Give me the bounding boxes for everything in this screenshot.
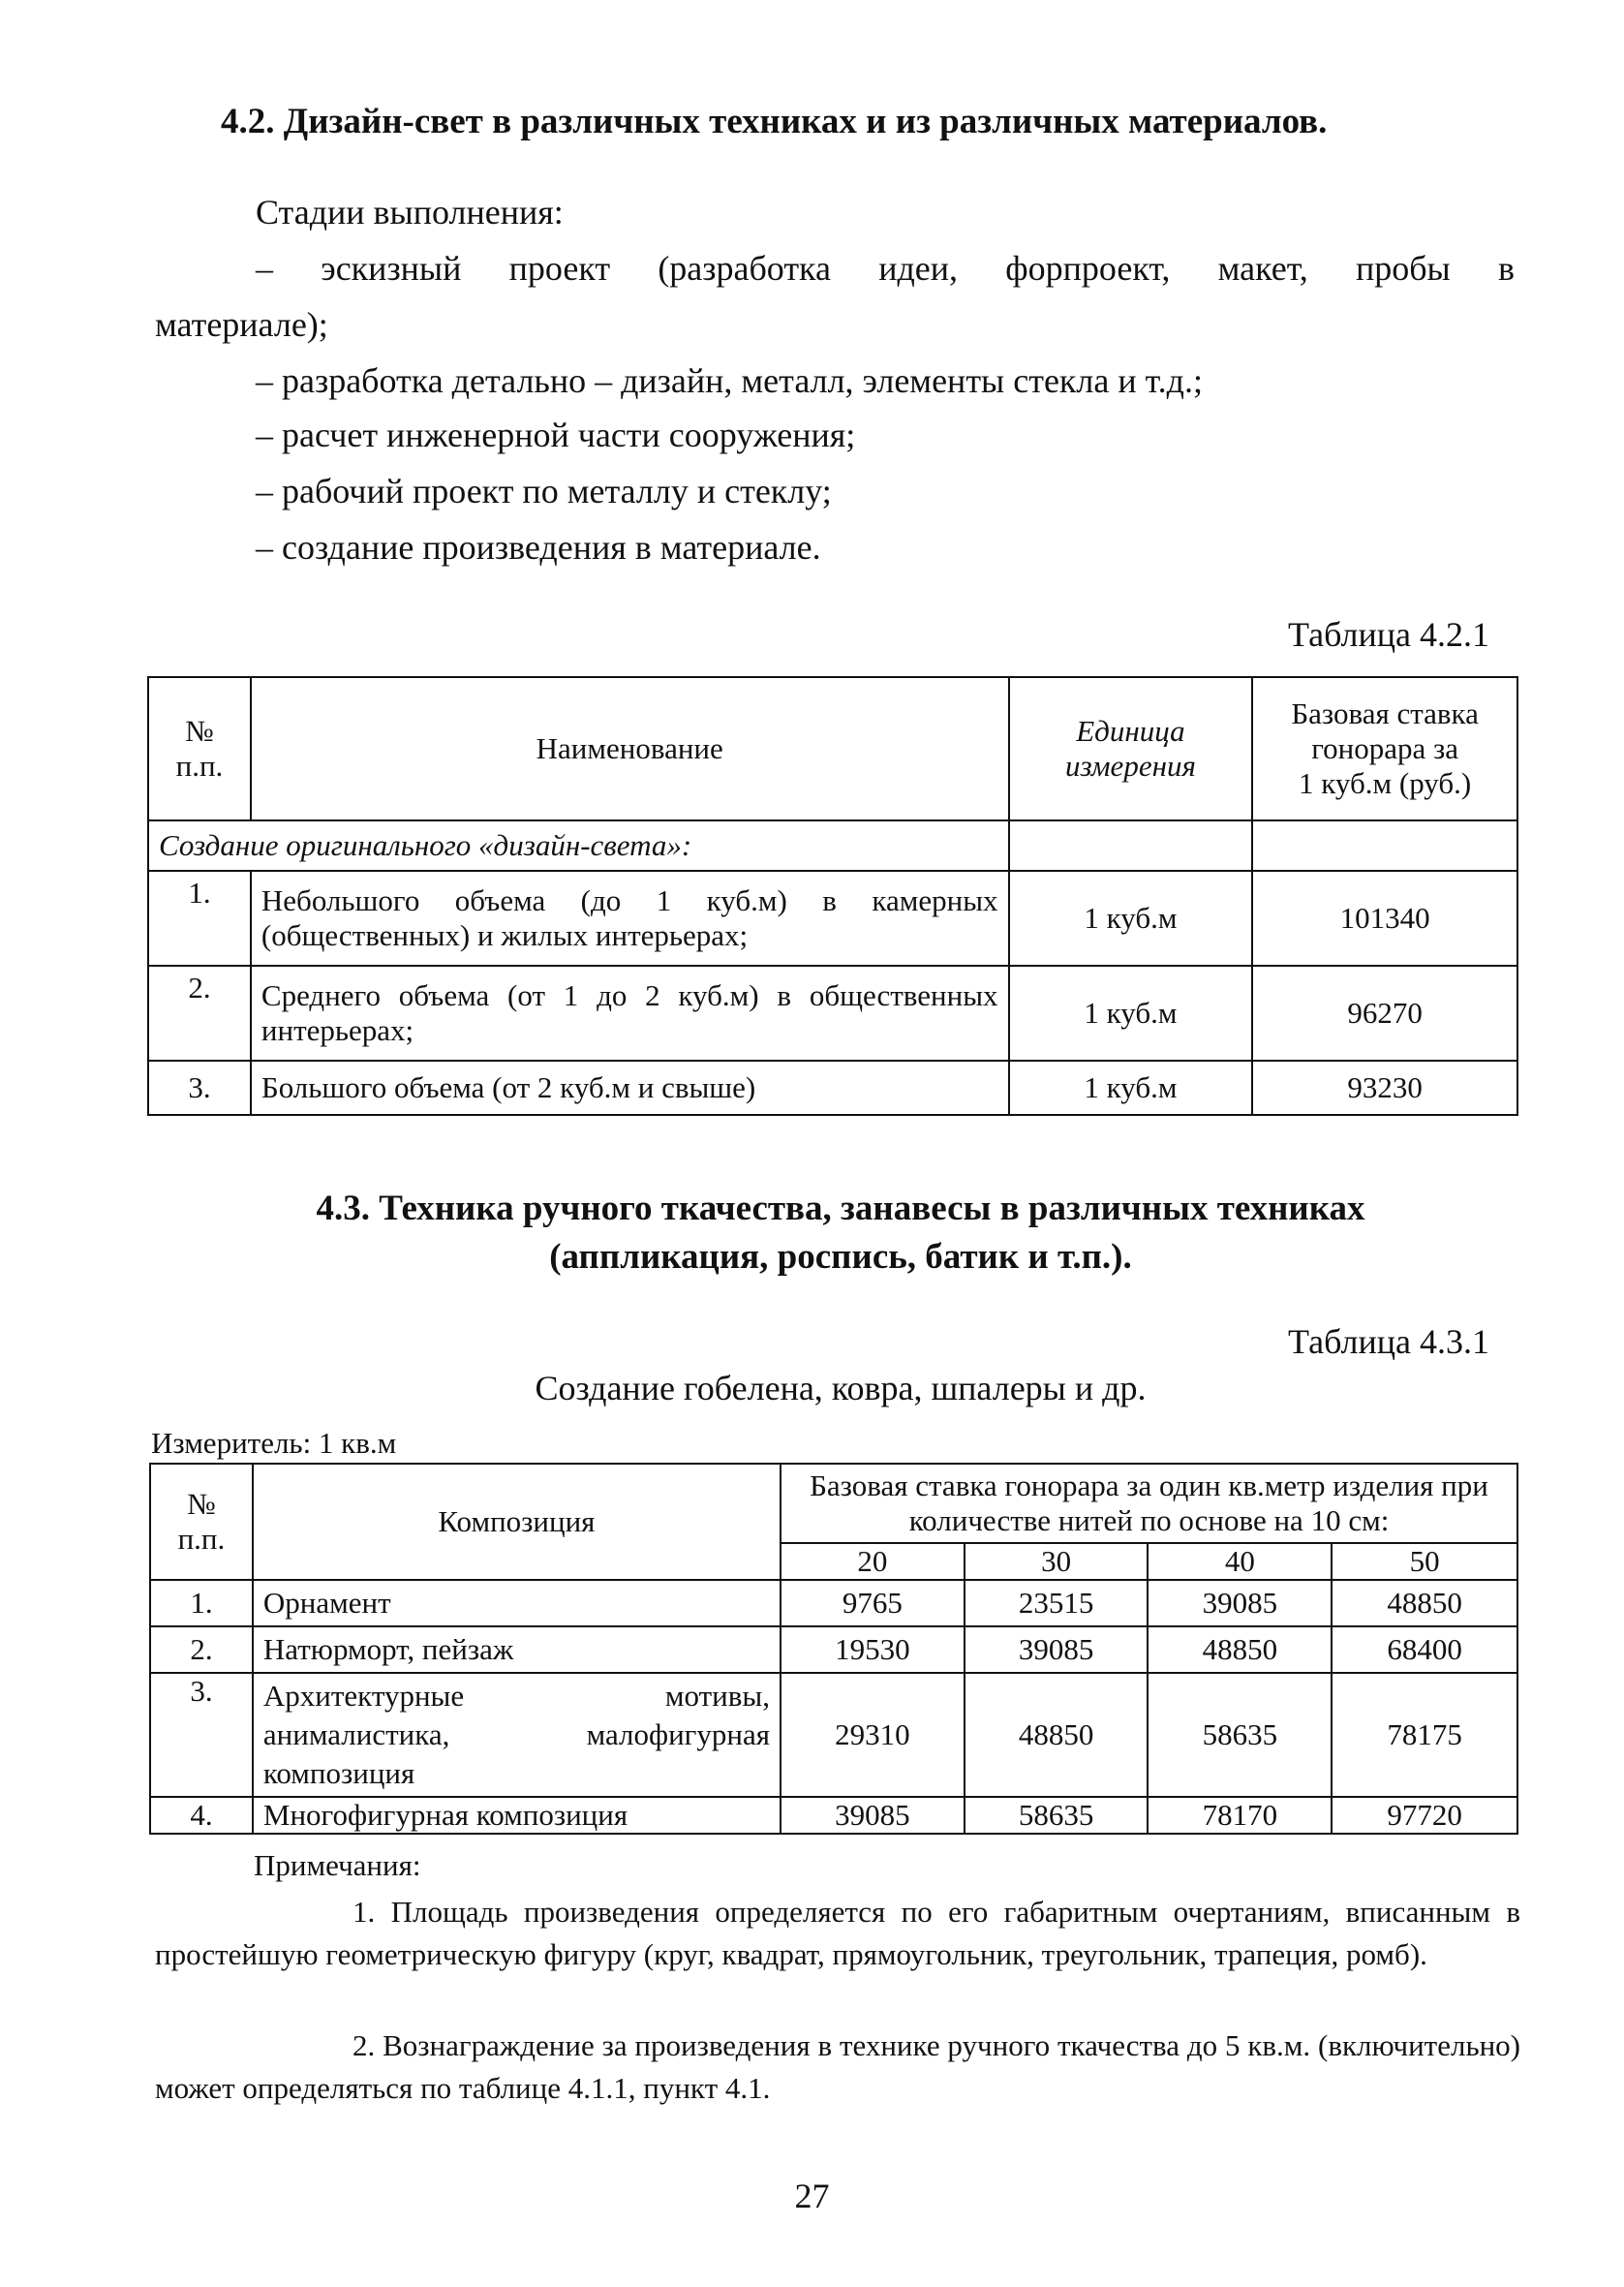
row-value: 39085 — [1148, 1580, 1332, 1626]
density-50: 50 — [1332, 1543, 1517, 1580]
row-composition: Натюрморт, пейзаж — [253, 1626, 781, 1673]
col-header-rate-line-3: 1 куб.м (руб.) — [1299, 766, 1472, 800]
row-value: 58635 — [965, 1797, 1149, 1834]
density-20: 20 — [781, 1543, 965, 1580]
section-43-heading-line-2: (аппликация, роспись, батик и т.п.). — [549, 1237, 1132, 1277]
stage-item-4: – рабочий проект по металлу и стеклу; — [256, 472, 832, 510]
row-value: 9765 — [781, 1580, 965, 1626]
table-row — [150, 1797, 1517, 1834]
row-num: 3. — [148, 1061, 251, 1115]
note-2: 2. Вознаграждение за произведения в технике ручного ткачества до 5 кв.м. (включительно) может определяться по таблице 4.1.1, пункт 4.1. — [155, 2028, 1520, 2105]
table-421-label: Таблица 4.2.1 — [1288, 615, 1489, 654]
stage-item-5: – создание произведения в материале. — [256, 528, 821, 567]
stage-item-2: – разработка детально – дизайн, металл, элементы стекла и т.д.; — [256, 361, 1203, 400]
group-row-empty-rate — [1252, 820, 1517, 871]
col-header-rate: Базовая ставка гонорара за один кв.метр изделия при количестве нитей по основе на 10 см: — [781, 1464, 1517, 1543]
row-value: 68400 — [1332, 1626, 1517, 1673]
stage-item-1-cont: материале); — [155, 305, 328, 344]
table-row — [150, 1580, 1517, 1626]
row-name: Небольшого объема (до 1 куб.м) в камерных (общественных) и жилых интерьерах; — [251, 871, 1009, 966]
density-40: 40 — [1148, 1543, 1332, 1580]
row-value: 48850 — [965, 1673, 1149, 1797]
col-header-composition: Композиция — [253, 1464, 781, 1580]
row-value: 23515 — [965, 1580, 1149, 1626]
stages-label: Стадии выполнения: — [256, 193, 564, 232]
row-value: 29310 — [781, 1673, 965, 1797]
row-unit: 1 куб.м — [1009, 966, 1253, 1061]
col-header-num: № п.п. — [148, 677, 251, 820]
row-num: 4. — [150, 1797, 253, 1834]
row-value: 48850 — [1332, 1580, 1517, 1626]
measure-unit: Измеритель: 1 кв.м — [151, 1426, 397, 1460]
row-value: 78175 — [1332, 1673, 1517, 1797]
row-rate: 93230 — [1252, 1061, 1517, 1115]
section-42-heading: 4.2. Дизайн-свет в различных техниках и из различных материалов. — [221, 102, 1328, 141]
table-row — [150, 1673, 1517, 1797]
row-num: 2. — [150, 1626, 253, 1673]
col-header-rate — [1252, 677, 1517, 820]
stage-item-3: – расчет инженерной части сооружения; — [256, 416, 856, 454]
note-1: 1. Площадь произведения определяется по его габаритным очертаниям, вписанным в простейшую геометрическую фигуру (круг, квадрат, прямоугольник, треугольник, трапеция, ромб). — [155, 1895, 1520, 1971]
col-header-rate-line-1: Базовая ставка — [1291, 696, 1479, 730]
row-value: 78170 — [1148, 1797, 1332, 1834]
row-num: 2. — [148, 966, 251, 1061]
col-header-num: № п.п. — [150, 1464, 253, 1580]
col-header-unit: Единица измерения — [1009, 677, 1253, 820]
group-row-empty-unit — [1009, 820, 1253, 871]
row-composition: Орнамент — [253, 1580, 781, 1626]
col-header-name: Наименование — [251, 677, 1009, 820]
row-value: 97720 — [1332, 1797, 1517, 1834]
page-number: 27 — [794, 2177, 830, 2215]
col-header-rate-line-2: гонорара за — [1311, 731, 1459, 765]
row-unit: 1 куб.м — [1009, 871, 1253, 966]
row-name: Большого объема (от 2 куб.м и свыше) — [251, 1061, 1009, 1115]
row-value: 58635 — [1148, 1673, 1332, 1797]
row-rate: 101340 — [1252, 871, 1517, 966]
row-num: 1. — [148, 871, 251, 966]
group-row-label: Создание оригинального «дизайн-света»: — [148, 820, 1009, 871]
row-num: 1. — [150, 1580, 253, 1626]
row-unit: 1 куб.м — [1009, 1061, 1253, 1115]
table-431 — [149, 1463, 1518, 1835]
density-30: 30 — [965, 1543, 1149, 1580]
table-431-label: Таблица 4.3.1 — [1288, 1322, 1489, 1361]
table-row — [148, 871, 1517, 966]
table-421 — [147, 676, 1518, 1116]
row-value: 39085 — [781, 1797, 965, 1834]
row-value: 39085 — [965, 1626, 1149, 1673]
row-num: 3. — [150, 1673, 253, 1797]
row-composition: Архитектурные мотивы, анималистика, малофигурная композиция — [253, 1673, 781, 1797]
row-value: 48850 — [1148, 1626, 1332, 1673]
row-composition: Многофигурная композиция — [253, 1797, 781, 1834]
section-43-heading-line-1: 4.3. Техника ручного ткачества, занавесы в различных техниках — [316, 1189, 1365, 1228]
table-row — [148, 1061, 1517, 1115]
row-rate: 96270 — [1252, 966, 1517, 1061]
table-431-title: Создание гобелена, ковра, шпалеры и др. — [535, 1369, 1147, 1407]
row-value: 19530 — [781, 1626, 965, 1673]
stage-item-1: – эскизный проект (разработка идеи, форпроект, макет, пробы в — [256, 249, 1515, 288]
row-name: Среднего объема (от 1 до 2 куб.м) в общественных интерьерах; — [251, 966, 1009, 1061]
table-row — [150, 1626, 1517, 1673]
table-row — [148, 966, 1517, 1061]
notes-label: Примечания: — [254, 1848, 421, 1882]
